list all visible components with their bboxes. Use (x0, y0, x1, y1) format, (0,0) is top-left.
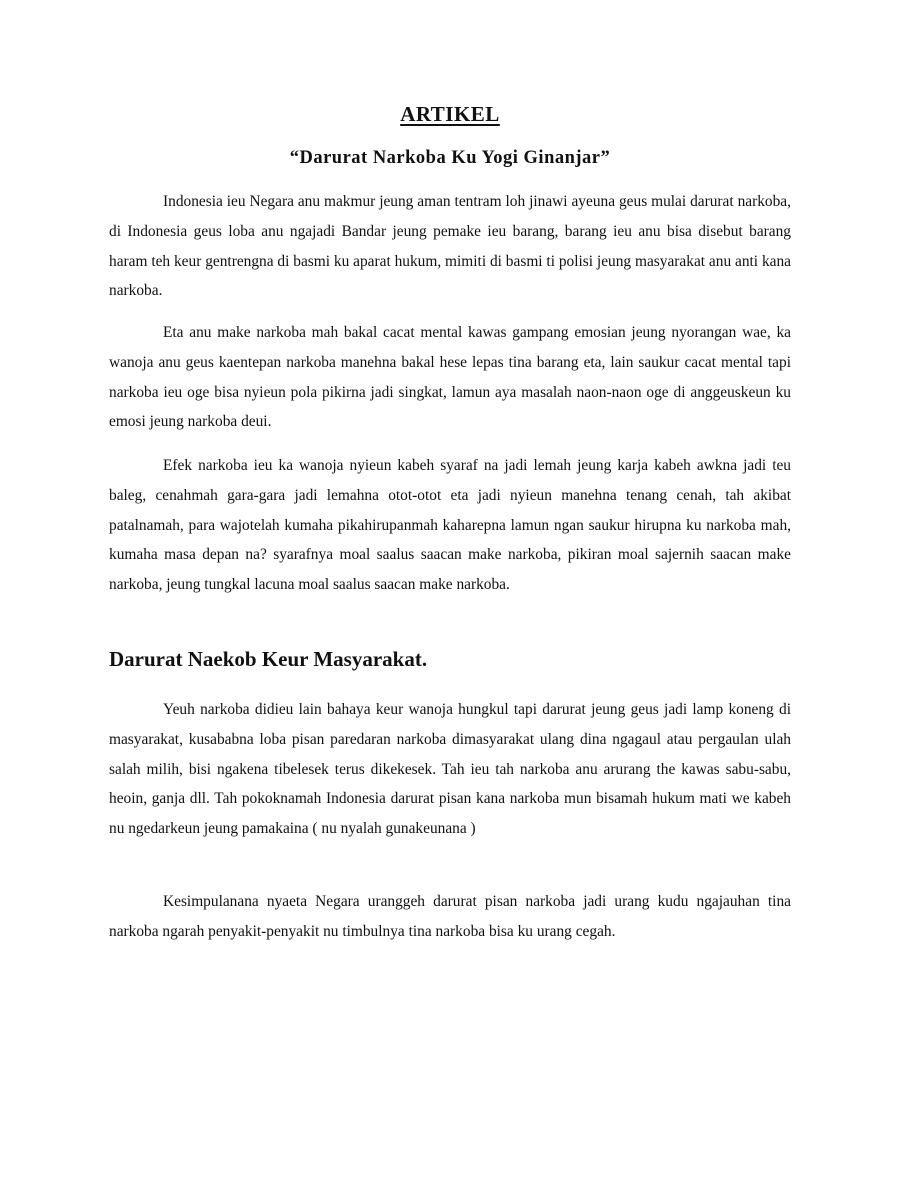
section-heading: Darurat Naekob Keur Masyarakat. (109, 647, 428, 671)
paragraph-4: Yeuh narkoba didieu lain bahaya keur wanoja hungkul tapi darurat jeung geus jadi lamp koneng di masyarakat, kusababna loba pisan paredaran narkoba dimasyarakat ulang dina ngagaul atau pergaulan ulah salah milih, bisi ngakena tibelesek terus dikekesek. Tah ieu tah narkoba anu arurang the kawas sabu-sabu, heoin, ganja dll. Tah pokoknamah Indonesia darurat pisan kana narkoba mun bisamah hukum mati we kabeh nu ngedarkeun jeung pamakaina ( nu nyalah gunakeunana ) (109, 701, 791, 838)
article-label: ARTIKEL (400, 102, 500, 126)
paragraph-3: Efek narkoba ieu ka wanoja nyieun kabeh syaraf na jadi lemah jeung karja kabeh awkna jadi teu baleg, cenahmah gara-gara jadi lemahna otot-otot eta jadi nyieun manehna tenang cenah, tah akibat patalnamah, para wajotelah kumaha pikahirupanmah kaharepna lamun ngan saukur hirupna ku narkoba mah, kumaha masa depan na? syarafnya moal saalus saacan make narkoba, pikiran moal sajernih saacan make narkoba, jeung tungkal lacuna moal saalus saacan make narkoba. (109, 457, 791, 594)
article-title: “Darurat Narkoba Ku Yogi Ginanjar” (289, 148, 611, 168)
paragraph-2: Eta anu make narkoba mah bakal cacat mental kawas gampang emosian jeung nyorangan wae, ka wanoja anu geus kaentepan narkoba manehna bakal hese lepas tina barang eta, lain saukur cacat mental tapi narkoba ieu oge bisa nyieun pola pikirna jadi singkat, lamun aya masalah naon-naon oge di anggeuskeun ku emosi jeung narkoba deui. (109, 324, 791, 431)
paragraph-5: Kesimpulanana nyaeta Negara uranggeh darurat pisan narkoba jadi urang kudu ngajauhan tina narkoba ngarah penyakit-penyakit nu timbulnya tina narkoba bisa ku urang cegah. (109, 893, 791, 940)
paragraph-1: Indonesia ieu Negara anu makmur jeung aman tentram loh jinawi ayeuna geus mulai darurat narkoba, di Indonesia geus loba anu ngajadi Bandar jeung pemake ieu barang, barang ieu anu bisa disebut barang haram teh keur gentrengna di basmi ku aparat hukum, mimiti di basmi ti polisi jeung masyarakat anu anti kana narkoba. (109, 193, 791, 300)
